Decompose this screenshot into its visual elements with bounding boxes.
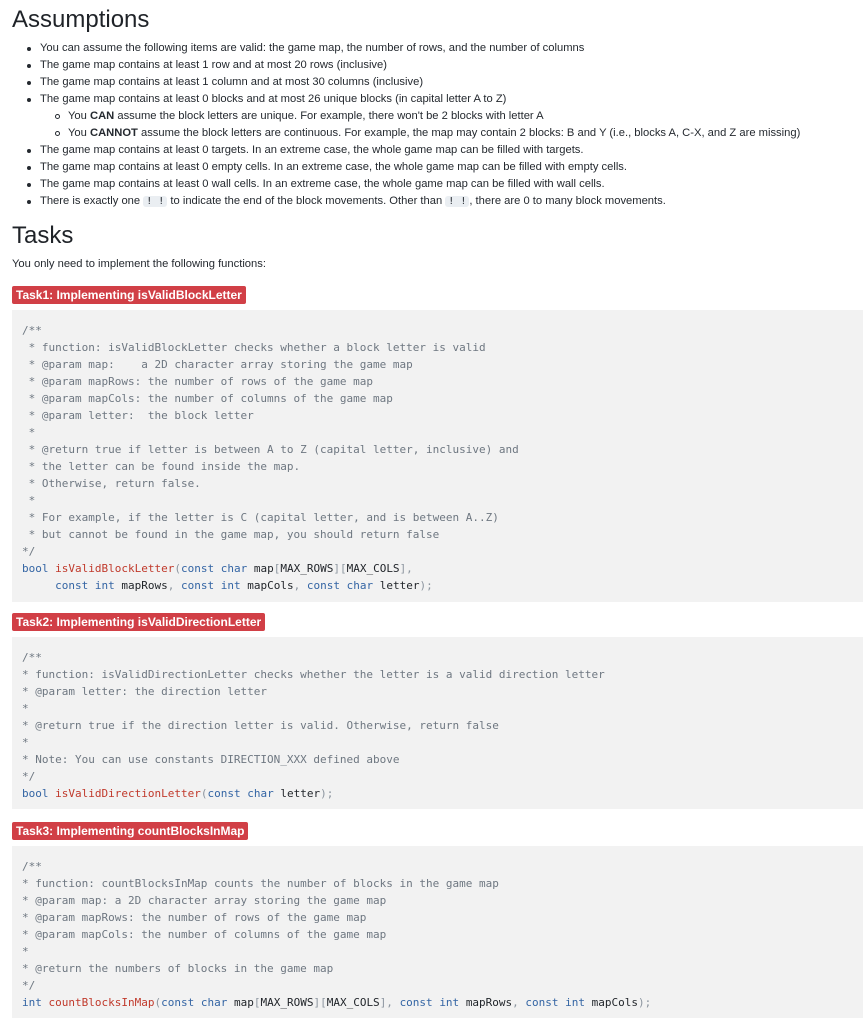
code-token: [ xyxy=(253,996,261,1009)
code-token: char xyxy=(220,562,248,575)
task1-params-line2 xyxy=(22,579,433,592)
code-token: ], xyxy=(379,996,400,1009)
assumption-subitem: You CANNOT assume the block letters are continuous. For example, the map may contain 2 blocks: B and Y (i.e., blocks A, C-X, and Z are missing) xyxy=(68,125,863,142)
task2-params-line1 xyxy=(201,787,334,800)
assumption-item: The game map contains at least 1 column and at most 30 columns (inclusive) xyxy=(40,74,863,91)
assumption-item: The game map contains at least 1 row and at most 20 rows (inclusive) xyxy=(40,57,863,74)
code-token: char xyxy=(200,996,228,1009)
code-token: letter xyxy=(280,787,321,800)
task3-code-block xyxy=(12,846,863,1018)
task1-code-block xyxy=(12,310,863,602)
code-token: ); xyxy=(638,996,652,1009)
code-token: MAX_ROWS xyxy=(280,562,334,575)
code-token: map xyxy=(253,562,274,575)
code-token: char xyxy=(247,787,274,800)
task1-params-line1 xyxy=(174,562,412,575)
code-token: int xyxy=(565,996,586,1009)
code-token: const xyxy=(180,562,215,575)
code-token: int xyxy=(94,579,115,592)
task1-comment: /** * function: isValidBlockLetter checks whether a block letter is valid * @param map: a 2D character array storing the game map * @param mapRows: the number of rows of the game map * @param mapCols: the number of columns of the game map * @param letter: the block letter * * @return true if letter is between A to Z (capital letter, inclusive) and * the letter can be found inside the map. * Otherwise, return false. * * For example, if the letter is C (capital letter, and is between A..Z) * but cannot be found in the game map, you should return false */ xyxy=(22,324,519,558)
code-token: [ xyxy=(273,562,281,575)
task1-badge: Task1: Implementing isValidBlockLetter xyxy=(12,286,246,304)
code-token: const xyxy=(207,787,241,800)
code-token: int xyxy=(220,579,241,592)
code-token: , xyxy=(293,579,307,592)
task2-return-type: bool xyxy=(22,787,49,800)
assumption-item: The game map contains at least 0 wall cells. In an extreme case, the whole game map can be filled with wall cells. xyxy=(40,176,863,193)
code-token: char xyxy=(346,579,374,592)
task2-function-name: isValidDirectionLetter xyxy=(55,787,201,800)
tasks-heading: Tasks xyxy=(12,222,74,249)
code-token: letter xyxy=(379,579,420,592)
task1-return-type: bool xyxy=(22,562,49,575)
task3-badge: Task3: Implementing countBlocksInMap xyxy=(12,822,248,840)
inline-code: ! ! xyxy=(445,196,469,207)
code-token: const xyxy=(399,996,433,1009)
code-token xyxy=(340,579,347,592)
task3-params-line1 xyxy=(154,996,651,1009)
code-token xyxy=(585,996,592,1009)
code-token: MAX_ROWS xyxy=(260,996,314,1009)
code-token xyxy=(214,562,221,575)
code-token: , xyxy=(167,579,181,592)
code-token xyxy=(194,996,201,1009)
code-token: ( xyxy=(154,996,162,1009)
code-token: ][ xyxy=(313,996,327,1009)
assumption-item: The game map contains at least 0 empty cells. In an extreme case, the whole game map can be filled with empty cells. xyxy=(40,159,863,176)
code-token: const xyxy=(180,579,215,592)
code-token: int xyxy=(439,996,460,1009)
assumption-sublist xyxy=(40,108,863,142)
assumption-item: The game map contains at least 0 blocks and at most 26 unique blocks (in capital letter A to Z) You CAN assume the block letters are unique. For example, there won't be 2 blocks with letter A You CANNOT assume the block letters are continuous. For example, the map may contain 2 blocks: B and Y (i.e., blocks A, C-X, and Z are missing) xyxy=(40,91,863,142)
task2-badge: Task2: Implementing isValidDirectionLetter xyxy=(12,613,265,631)
code-token: mapCols xyxy=(591,996,639,1009)
assumption-item: You can assume the following items are valid: the game map, the number of rows, and the number of columns xyxy=(40,40,863,57)
task3-function-name: countBlocksInMap xyxy=(48,996,155,1009)
assumption-subitem: You CAN assume the block letters are unique. For example, there won't be 2 blocks with letter A xyxy=(68,108,863,125)
code-token: ( xyxy=(174,562,181,575)
task2-comment: /** * function: isValidDirectionLetter checks whether the letter is a valid direction letter * @param letter: the direction letter * * @return true if the direction letter is valid. Otherwise, return false * * Note: You can use constants DIRECTION_XXX defined above */ xyxy=(22,651,605,783)
tasks-intro: You only need to implement the following functions: xyxy=(12,258,266,270)
task3-comment: /** * function: countBlocksInMap counts the number of blocks in the game map * @param map: a 2D character array storing the game map * @param mapRows: the number of rows of the game map * @param mapCols: the number of columns of the game map * * @return the numbers of blocks in the game map */ xyxy=(22,860,499,992)
task2-code-block xyxy=(12,637,863,809)
code-token: const xyxy=(161,996,195,1009)
code-token: ][ xyxy=(333,562,347,575)
code-token: map xyxy=(233,996,254,1009)
code-token xyxy=(373,579,380,592)
code-token: , xyxy=(512,996,526,1009)
code-token: mapRows xyxy=(465,996,513,1009)
code-token: const xyxy=(55,579,89,592)
code-token: ( xyxy=(200,787,208,800)
code-token xyxy=(227,996,234,1009)
task1-function-name: isValidBlockLetter xyxy=(55,562,175,575)
code-token: ], xyxy=(399,562,413,575)
code-token xyxy=(214,579,221,592)
code-token: ); xyxy=(419,579,433,592)
assumptions-list xyxy=(0,40,863,210)
code-token xyxy=(22,579,55,592)
task3-return-type: int xyxy=(22,996,42,1009)
code-token: ); xyxy=(320,787,334,800)
assumptions-heading: Assumptions xyxy=(12,6,150,33)
inline-code: ! ! xyxy=(143,196,167,207)
code-token xyxy=(247,562,254,575)
code-token xyxy=(459,996,466,1009)
assumption-item: There is exactly one ! ! to indicate the end of the block movements. Other than ! ! , there are 0 to many block movements. xyxy=(40,193,863,210)
code-token xyxy=(88,579,95,592)
assumption-item: The game map contains at least 0 targets. In an extreme case, the whole game map can be filled with targets. xyxy=(40,142,863,159)
code-token: mapCols xyxy=(247,579,294,592)
code-token: const xyxy=(525,996,559,1009)
code-token: MAX_COLS xyxy=(326,996,380,1009)
code-token: mapRows xyxy=(121,579,168,592)
code-token: const xyxy=(306,579,340,592)
code-token: MAX_COLS xyxy=(346,562,400,575)
